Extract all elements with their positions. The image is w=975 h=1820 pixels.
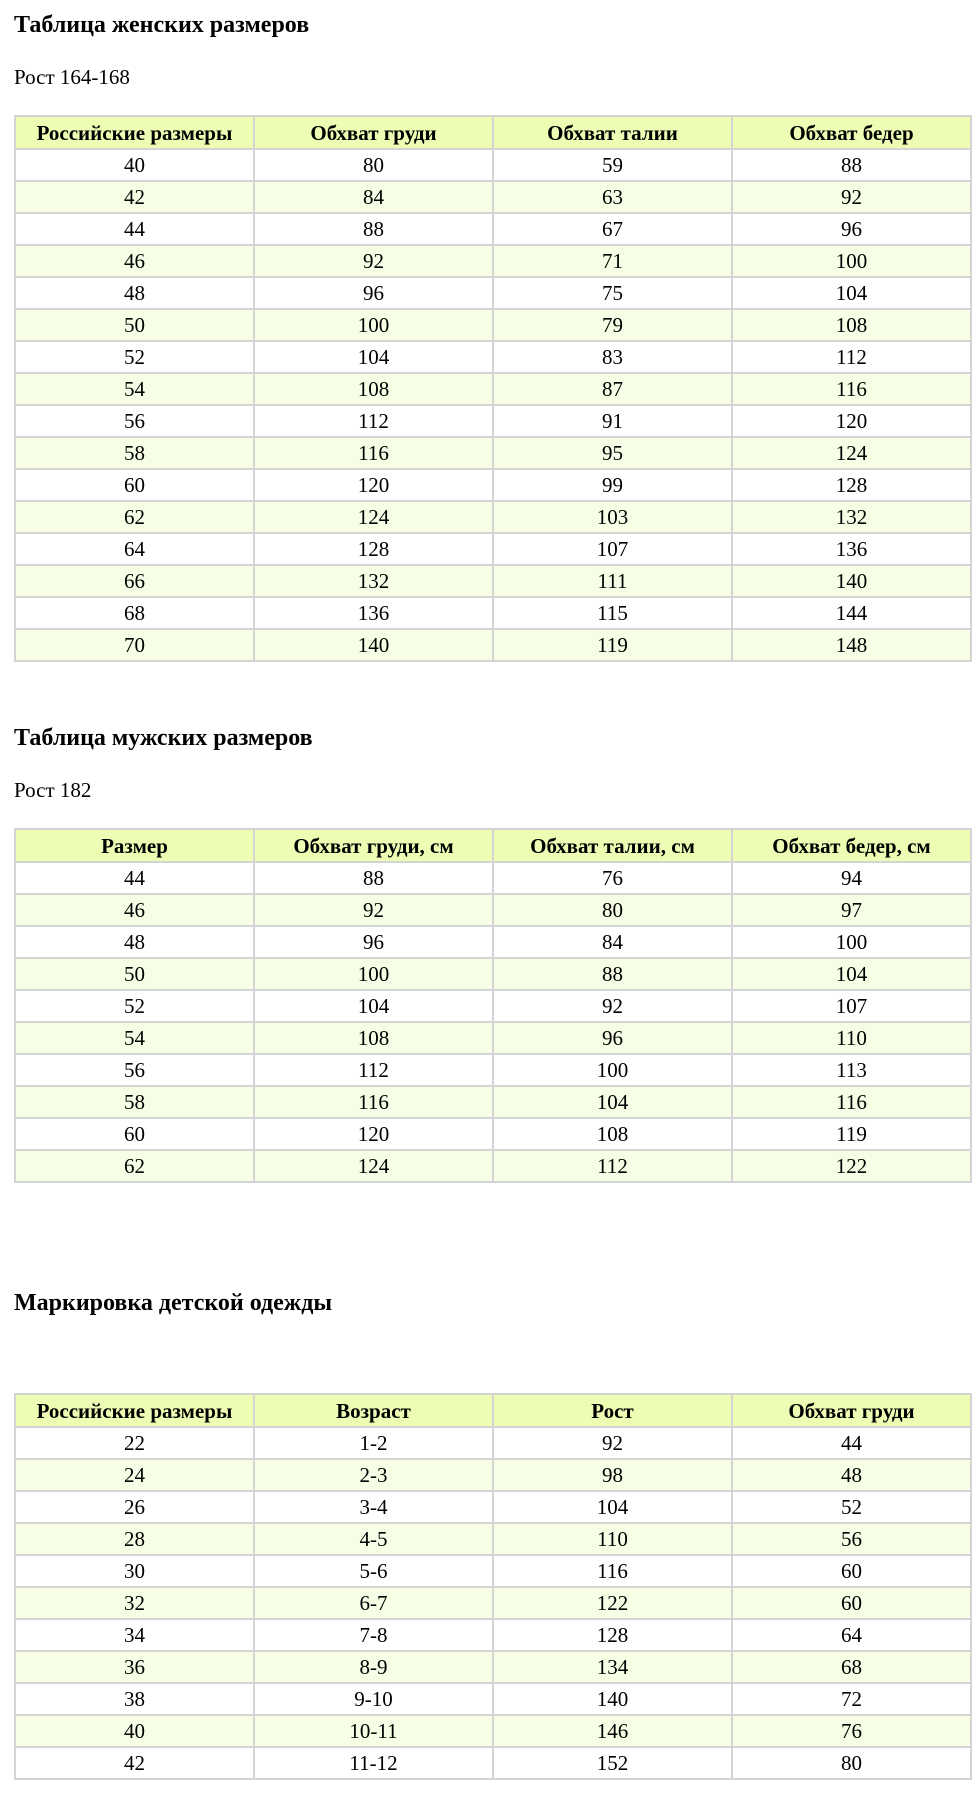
table-cell: 108	[254, 1022, 493, 1054]
table-cell: 40	[15, 149, 254, 181]
table-cell: 120	[732, 405, 971, 437]
table-cell: 92	[254, 894, 493, 926]
table-row	[15, 1086, 971, 1118]
table-cell: 104	[493, 1491, 732, 1523]
table-cell: 96	[493, 1022, 732, 1054]
table-cell: 124	[254, 1150, 493, 1182]
table-row	[15, 277, 971, 309]
table-cell: 60	[732, 1587, 971, 1619]
table-cell: 68	[15, 597, 254, 629]
table-cell: 7-8	[254, 1619, 493, 1651]
table-cell: 48	[15, 277, 254, 309]
table-cell: 52	[15, 341, 254, 373]
table-cell: 92	[493, 990, 732, 1022]
table-cell: 64	[15, 533, 254, 565]
table-cell: 122	[732, 1150, 971, 1182]
men-sizes-title: Таблица мужских размеров	[14, 725, 313, 751]
table-cell: 59	[493, 149, 732, 181]
table-cell: 128	[493, 1619, 732, 1651]
table-header-row	[15, 116, 971, 149]
women-sizes-title: Таблица женских размеров	[14, 12, 310, 38]
table-cell: 110	[732, 1022, 971, 1054]
table-row	[15, 213, 971, 245]
table-cell: 91	[493, 405, 732, 437]
table-cell: 70	[15, 629, 254, 661]
table-cell: 46	[15, 245, 254, 277]
table-cell: 46	[15, 894, 254, 926]
table-cell: 100	[732, 926, 971, 958]
table-cell: 38	[15, 1683, 254, 1715]
table-cell: 56	[15, 405, 254, 437]
table-cell: 80	[254, 149, 493, 181]
table-row	[15, 990, 971, 1022]
table-row	[15, 926, 971, 958]
table-cell: 107	[732, 990, 971, 1022]
table-row	[15, 181, 971, 213]
table-cell: 72	[732, 1683, 971, 1715]
table-cell: 84	[254, 181, 493, 213]
table-cell: 116	[732, 1086, 971, 1118]
table-cell: 104	[493, 1086, 732, 1118]
table-cell: 112	[254, 405, 493, 437]
table-cell: 68	[732, 1651, 971, 1683]
table-row	[15, 1054, 971, 1086]
column-header: Обхват груди, см	[254, 829, 493, 862]
table-cell: 95	[493, 437, 732, 469]
table-cell: 42	[15, 1747, 254, 1779]
table-header-row	[15, 1394, 971, 1427]
table-cell: 63	[493, 181, 732, 213]
table-cell: 48	[15, 926, 254, 958]
column-header: Рост	[493, 1394, 732, 1427]
table-row	[15, 309, 971, 341]
table-cell: 97	[732, 894, 971, 926]
table-cell: 54	[15, 1022, 254, 1054]
table-cell: 100	[254, 309, 493, 341]
table-cell: 2-3	[254, 1459, 493, 1491]
column-header: Обхват бедер, см	[732, 829, 971, 862]
table-cell: 11-12	[254, 1747, 493, 1779]
column-header: Размер	[15, 829, 254, 862]
table-cell: 88	[732, 149, 971, 181]
column-header: Обхват талии, см	[493, 829, 732, 862]
table-cell: 132	[254, 565, 493, 597]
table-cell: 124	[254, 501, 493, 533]
table-row	[15, 1427, 971, 1459]
table-cell: 88	[493, 958, 732, 990]
table-cell: 1-2	[254, 1427, 493, 1459]
table-cell: 84	[493, 926, 732, 958]
table-cell: 100	[254, 958, 493, 990]
table-cell: 88	[254, 213, 493, 245]
table-cell: 92	[732, 181, 971, 213]
table-cell: 9-10	[254, 1683, 493, 1715]
table-cell: 71	[493, 245, 732, 277]
table-cell: 75	[493, 277, 732, 309]
table-cell: 128	[732, 469, 971, 501]
table-cell: 146	[493, 1715, 732, 1747]
table-cell: 96	[254, 277, 493, 309]
table-row	[15, 894, 971, 926]
table-row	[15, 373, 971, 405]
table-cell: 152	[493, 1747, 732, 1779]
table-cell: 144	[732, 597, 971, 629]
table-cell: 122	[493, 1587, 732, 1619]
table-cell: 99	[493, 469, 732, 501]
table-cell: 80	[732, 1747, 971, 1779]
table-row	[15, 149, 971, 181]
table-cell: 44	[732, 1427, 971, 1459]
table-cell: 104	[732, 277, 971, 309]
table-cell: 58	[15, 1086, 254, 1118]
table-row	[15, 1715, 971, 1747]
table-cell: 34	[15, 1619, 254, 1651]
women-size-table	[14, 115, 972, 662]
table-row	[15, 245, 971, 277]
table-cell: 88	[254, 862, 493, 894]
table-cell: 136	[732, 533, 971, 565]
table-cell: 26	[15, 1491, 254, 1523]
table-cell: 5-6	[254, 1555, 493, 1587]
table-row	[15, 1150, 971, 1182]
column-header: Обхват талии	[493, 116, 732, 149]
table-cell: 56	[15, 1054, 254, 1086]
table-row	[15, 501, 971, 533]
table-cell: 44	[15, 862, 254, 894]
table-cell: 140	[493, 1683, 732, 1715]
table-cell: 140	[254, 629, 493, 661]
table-cell: 112	[493, 1150, 732, 1182]
table-row	[15, 1683, 971, 1715]
table-row	[15, 469, 971, 501]
table-cell: 8-9	[254, 1651, 493, 1683]
table-cell: 50	[15, 309, 254, 341]
table-cell: 107	[493, 533, 732, 565]
table-row	[15, 565, 971, 597]
table-cell: 96	[254, 926, 493, 958]
table-row	[15, 1491, 971, 1523]
table-cell: 120	[254, 1118, 493, 1150]
table-cell: 50	[15, 958, 254, 990]
table-row	[15, 1523, 971, 1555]
table-cell: 54	[15, 373, 254, 405]
table-row	[15, 1619, 971, 1651]
table-row	[15, 405, 971, 437]
table-row	[15, 533, 971, 565]
table-row	[15, 1118, 971, 1150]
table-cell: 66	[15, 565, 254, 597]
table-cell: 92	[493, 1427, 732, 1459]
table-cell: 80	[493, 894, 732, 926]
table-row	[15, 437, 971, 469]
table-cell: 10-11	[254, 1715, 493, 1747]
table-cell: 103	[493, 501, 732, 533]
column-header: Обхват бедер	[732, 116, 971, 149]
table-cell: 132	[732, 501, 971, 533]
table-cell: 112	[254, 1054, 493, 1086]
table-cell: 67	[493, 213, 732, 245]
table-cell: 104	[254, 990, 493, 1022]
table-cell: 60	[15, 1118, 254, 1150]
table-cell: 58	[15, 437, 254, 469]
table-cell: 100	[732, 245, 971, 277]
table-cell: 112	[732, 341, 971, 373]
column-header: Обхват груди	[254, 116, 493, 149]
table-cell: 104	[254, 341, 493, 373]
table-cell: 108	[493, 1118, 732, 1150]
table-cell: 60	[15, 469, 254, 501]
table-cell: 111	[493, 565, 732, 597]
table-cell: 136	[254, 597, 493, 629]
table-cell: 30	[15, 1555, 254, 1587]
table-cell: 116	[732, 373, 971, 405]
table-cell: 119	[732, 1118, 971, 1150]
column-header: Российские размеры	[15, 1394, 254, 1427]
column-header: Возраст	[254, 1394, 493, 1427]
kids-clothing-title: Маркировка детской одежды	[14, 1290, 333, 1316]
table-row	[15, 1555, 971, 1587]
table-cell: 108	[732, 309, 971, 341]
table-cell: 120	[254, 469, 493, 501]
men-size-table	[14, 828, 972, 1183]
table-cell: 116	[254, 437, 493, 469]
table-row	[15, 1747, 971, 1779]
table-cell: 42	[15, 181, 254, 213]
table-cell: 22	[15, 1427, 254, 1459]
table-cell: 140	[732, 565, 971, 597]
table-cell: 96	[732, 213, 971, 245]
table-row	[15, 1459, 971, 1491]
table-cell: 52	[15, 990, 254, 1022]
table-cell: 148	[732, 629, 971, 661]
table-cell: 98	[493, 1459, 732, 1491]
table-cell: 48	[732, 1459, 971, 1491]
men-height-label: Рост 182	[14, 778, 92, 802]
table-cell: 83	[493, 341, 732, 373]
table-cell: 4-5	[254, 1523, 493, 1555]
table-cell: 110	[493, 1523, 732, 1555]
kids-size-table	[14, 1393, 972, 1780]
women-height-label: Рост 164-168	[14, 65, 130, 89]
table-cell: 134	[493, 1651, 732, 1683]
table-cell: 92	[254, 245, 493, 277]
table-cell: 113	[732, 1054, 971, 1086]
table-row	[15, 1587, 971, 1619]
table-row	[15, 629, 971, 661]
table-row	[15, 341, 971, 373]
table-cell: 60	[732, 1555, 971, 1587]
table-cell: 62	[15, 1150, 254, 1182]
table-cell: 28	[15, 1523, 254, 1555]
table-row	[15, 1022, 971, 1054]
table-cell: 104	[732, 958, 971, 990]
table-cell: 124	[732, 437, 971, 469]
table-row	[15, 597, 971, 629]
table-cell: 40	[15, 1715, 254, 1747]
table-row	[15, 862, 971, 894]
table-cell: 116	[493, 1555, 732, 1587]
table-cell: 6-7	[254, 1587, 493, 1619]
table-cell: 94	[732, 862, 971, 894]
table-cell: 128	[254, 533, 493, 565]
table-cell: 115	[493, 597, 732, 629]
table-cell: 24	[15, 1459, 254, 1491]
table-cell: 36	[15, 1651, 254, 1683]
table-cell: 100	[493, 1054, 732, 1086]
table-cell: 32	[15, 1587, 254, 1619]
table-cell: 116	[254, 1086, 493, 1118]
table-cell: 52	[732, 1491, 971, 1523]
table-row	[15, 958, 971, 990]
table-cell: 64	[732, 1619, 971, 1651]
table-header-row	[15, 829, 971, 862]
column-header: Российские размеры	[15, 116, 254, 149]
table-cell: 119	[493, 629, 732, 661]
table-cell: 108	[254, 373, 493, 405]
table-cell: 62	[15, 501, 254, 533]
table-cell: 44	[15, 213, 254, 245]
table-cell: 3-4	[254, 1491, 493, 1523]
table-cell: 87	[493, 373, 732, 405]
table-cell: 79	[493, 309, 732, 341]
column-header: Обхват груди	[732, 1394, 971, 1427]
table-cell: 56	[732, 1523, 971, 1555]
table-cell: 76	[493, 862, 732, 894]
table-cell: 76	[732, 1715, 971, 1747]
table-row	[15, 1651, 971, 1683]
